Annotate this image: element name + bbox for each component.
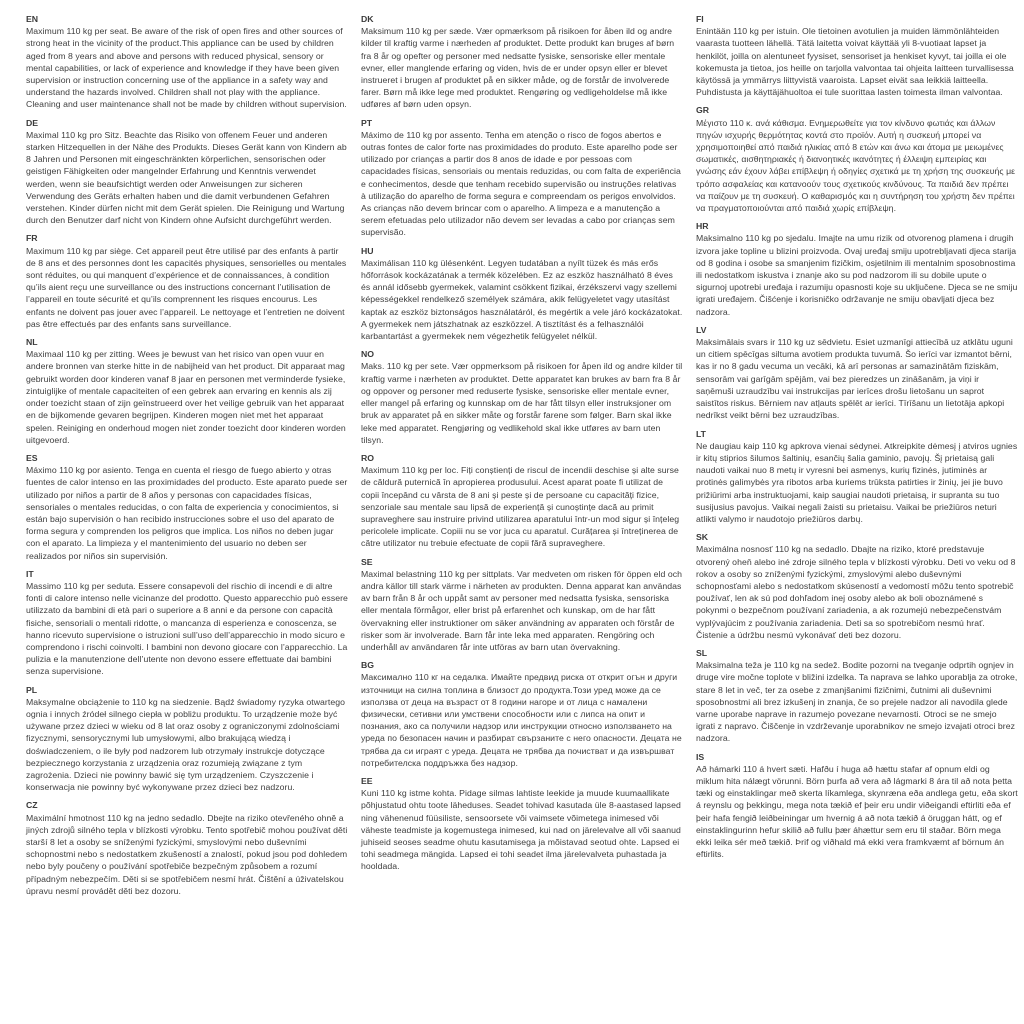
section-hr (696, 220, 1018, 318)
instruction-text-sk: Maximálna nosnosť 110 kg na sedadlo. Dbajte na riziko, ktoré predstavuje otvorený oheň alebo iné zdroje silného tepla v blízkosti výrobku. Deti vo veku od 8 rokov a osoby so zníženými fyzickými, zmyslovými alebo duševnými schopnosťami alebo s nedostatkom skúseností a vedomostí môžu tento spotrebič používať, len ak sú pod dohľadom inej osoby alebo ak boli oboznámené s pokynmi o bezpečnom používaní zariadenia, a ak rozumejú nebezpečenstvám vyplývajúcim z používania zariadenia. Deti sa so spotrebičom nesmú hrať. Čistenie a údržbu nesmú vykonávať deti bez dozoru. (696, 544, 1016, 640)
instruction-text-se: Maximal belastning 110 kg per sittplats. Var medveten om risken för öppen eld och andra källor till stark värme i närheten av produkten. Denna apparat kan användas av barn från 8 år och uppåt samt av personer med nedsatta fysiska, sensoriska eller mentala förmågor, eller brist på erfarenhet och kunskap, om de har fått övervakning eller instruktioner om säker användning av apparaten och förstår de risker som är involverade. Barn får inte leka med apparaten. Rengöring och underhåll av användaren får inte utföras av barn utan övervakning. (361, 568, 682, 652)
language-code-ee: EE (361, 775, 373, 786)
instruction-text-de: Maximal 110 kg pro Sitz. Beachte das Risiko von offenem Feuer und anderen starken Hitzequellen in der Nähe des Produkts. Dieses Gerät kann von Kindern ab 8 Jahren und Personen mit eingeschränkten körperlichen, sensorischen oder geistigen Fähigkeiten oder mangelnder Erfahrung und Kenntnis verwendet werden, wenn sie beaufsichtigt werden oder Anweisungen zur sicheren Verwendung des Geräts erhalten haben und die damit verbundenen Gefahren verstehen. Kinder dürfen nicht mit dem Gerät spielen. Die Reinigung und Wartung durch den Benutzer darf nicht von Kindern ohne Aufsicht durchgeführt werden. (26, 129, 347, 226)
instruction-text-es: Máximo 110 kg por asiento. Tenga en cuenta el riesgo de fuego abierto y otras fuentes de calor intenso en las proximidades del producto. Este aparato puede ser utilizado por niños a partir de 8 años y personas con capacidades físicas, sensoriales o mentales reducidas, o con falta de experiencia y conocimientos, si están bajo supervisión o han recibido instrucciones sobre el uso del aparato de forma segura y comprenden los peligros que implica. Los niños no deben jugar con el aparato. La limpieza y el mantenimiento del usuario no deben ser realizados por niños sin supervisión. (26, 465, 348, 561)
section-se (361, 556, 683, 654)
language-code-bg: BG (361, 660, 375, 671)
instruction-text-fi: Enintään 110 kg per istuin. Ole tietoinen avotulien ja muiden lämmönlähteiden vaarasta tuotteen lähellä. Tätä laitetta voivat käyttää yli 8-vuotiaat lapset ja henkilöt, joilla on alentuneet fyysiset, sensoriset ja henkiset kyvyt, tai joilla ei ole kokemusta ja tietoa, jos heille on tarjolla valvontaa tai ohjeita laitteen turvallisessa käytössä ja ymmärrys liittyvistä vaaroista. Lapset eivät saa leikkiä laitteella. Puhdistusta ja käyttäjähuoltoa ei tule suorittaa lasten toimesta ilman valvontaa. (696, 26, 1014, 98)
column-2 (361, 13, 683, 903)
section-en (26, 13, 348, 111)
instruction-text-no: Maks. 110 kg per sete. Vær oppmerksom på risikoen for åpen ild og andre kilder til kraftig varme i nærheten av produktet. Dette apparatet kan brukes av barn fra 8 år og oppover og personer med reduserte fysiske, sensoriske eller mentale evner, eller mangel på erfaring og kunnskap om de har fått tilsyn eller instruksjoner om bruk av apparatet på en sikker måte og forstår farene som følger. Barn skal ikke leke med apparatet. Rengjøring og vedlikehold skal ikke utføres av barn uten tilsyn. (361, 361, 683, 445)
language-code-es: ES (26, 452, 38, 463)
section-sk (696, 531, 1018, 641)
language-code-lv: LV (696, 324, 707, 335)
instruction-text-lt: Ne daugiau kaip 110 kg apkrova vienai sėdynei. Atkreipkite dėmesį į atviros ugnies ir kitų stiprios šilumos šaltinių, esančių šalia gaminio, pavojų. Šį prietaisą gali naudoti vaikai nuo 8 metų ir vyresni bei asmenys, kurių fizinės, jutiminės ar protinės galimybės yra ribotos arba kuriems trūksta patirties ir žinių, jei jie buvo prižiūrimi arba instruktuojami, kaip saugiai naudoti prietaisą, ir supranta su tuo susijusius pavojus. Vaikai negali žaisti su prietaisu. Vaikai be priežiūros neturi atlikti valymo ir naudotojo priežiūros darbų. (696, 440, 1018, 524)
section-no (361, 348, 683, 446)
language-code-it: IT (26, 568, 34, 579)
language-code-nl: NL (26, 337, 38, 348)
instruction-text-en: Maximum 110 kg per seat. Be aware of the risk of open fires and other sources of strong heat in the vicinity of the product.This appliance can be used by children aged from 8 years and above and persons with reduced physical, sensory or mental capabilities, or lack of experience and knowledge if they have been given supervision or instruction concerning use of the appliance in a safety way and understand the hazards involved. Children shall not play with the appliance. Cleaning and user maintenance shall not be made by children without supervision. (26, 26, 347, 110)
instruction-text-sl: Maksimalna teža je 110 kg na sedež. Bodite pozorni na tveganje odprtih ognjev in druge vire močne toplote v bližini izdelka. Ta naprava se lahko uporablja za otroke, stare 8 let in več, ter za osebe z zmanjšanimi fizičnimi, čutnimi ali duševnimi sposobnostmi ali brez izkušenj in znanja, če so prejele nadzor ali navodila glede varne uporabe naprave in razumejo povezane nevarnosti. Otroci se ne smejo igrati z napravo. Čiščenje in vzdrževanje uporabnikov ne smejo izvajati otroci brez nadzora. (696, 660, 1018, 744)
instruction-text-hu: Maximálisan 110 kg ülésenként. Legyen tudatában a nyílt tüzek és más erős hőforrások kockázatának a termék közelében. Ez az eszköz használható 8 éves és annál idősebb gyermekek, valamint csökkent fizikai, érzékszervi vagy szellemi képességekkel rendelkező személyek számára, akik felügyeletet vagy utasítást kaptak az eszköz biztonságos használatáról, és megértik a vele járó kockázatokat. A gyermekek nem játszhatnak az eszközzel. A tisztítást és a felhasználói karbantartást a gyermekek nem végezhetik felügyelet nélkül. (361, 257, 683, 342)
language-code-dk: DK (361, 14, 374, 24)
language-code-sk: SK (696, 532, 709, 543)
instruction-text-bg: Максимално 110 кг на седалка. Имайте предвид риска от открит огън и други източници на силна топлина в близост до продукта.Този уред може да се използва от деца на възраст от 8 години нагоре и от лица с намалени физически, сетивни или умствени способности или с липса на опит и познания, ако са получили надзор или инструкции относно използването на уреда по безопасен начин и разбират свързаните с него опасности. Децата не трябва да си играят с уреда. Децата не трябва да почистват и да извършват потребителска поддръжка без надзор. (361, 672, 682, 768)
instruction-text-gr: Μέγιστο 110 κ. ανά κάθισμα. Ενημερωθείτε για τον κίνδυνο φωτιάς και άλλων πηγών ισχυρής θερμότητας κοντά στο προϊόν. Αυτή η συσκευή μπορεί να χρησιμοποιηθεί από παιδιά ηλικίας από 8 ετών και άνω και άτομα με μειωμένες σωματικές, αισθητηριακές ή διανοητικές ικανότητες ή έλλειψη εμπειρίας και γνώσης εάν έχουν λάβει επίβλεψη ή οδηγίες σχετικά με τη χρήση της συσκευής με τρόπο ασφαλείας και κατανοούν τους σχετικούς κινδύνους. Τα παιδιά δεν πρέπει να παίζουν με τη συσκευή. Ο καθαρισμός και η συντήρηση του χρήστη δεν πρέπει να πραγματοποιούνται από παιδιά χωρίς επίβλεψη. (696, 117, 1016, 214)
instruction-text-cz: Maximální hmotnost 110 kg na jedno sedadlo. Dbejte na riziko otevřeného ohně a jiných zdrojů silného tepla v blízkosti výrobku. Tento spotřebič mohou používat děti starší 8 let a osoby se sníženými fyzickými, smyslovými nebo duševními schopnostmi nebo s nedostatkem zkušeností a znalostí, pokud jsou pod dohledem nebo byly poučeny o používání spotřebiče bezpečným způsobem a rozumí případným nebezpečím. Děti si se spotřebičem nesmí hrát. Čištění a úživatelskou úpravu nesmí provádět děti bez dozoru. (26, 812, 348, 896)
section-pt (361, 117, 683, 239)
language-code-sl: SL (696, 647, 708, 658)
language-code-fr: FR (26, 233, 38, 244)
instruction-text-ee: Kuni 110 kg istme kohta. Pidage silmas lahtiste leekide ja muude kuumaallikate põhjustatud ohtu toote läheduses. Seadet tohivad kasutada üle 8-aastased lapsed ning vähenenud füüsiliste, sensoorsete või vaimsete võimetega inimesed või väheste teadmiste ja kogemustega inimesed, kui nad on järelevalve all või saanud juhiseid seoses seadme ohutu kasutamisega ja mõistavad seotud ohte. Lapsed ei tohi seadmega mängida. Lapsed ei tohi seadet ilma järelevalveta puhastada ja hooldada. (361, 788, 681, 872)
section-lv (696, 324, 1018, 422)
language-code-lt: LT (696, 428, 706, 439)
language-code-is: IS (696, 751, 705, 762)
language-code-ro: RO (361, 452, 375, 463)
section-dk (361, 13, 683, 111)
language-code-gr: GR (696, 105, 710, 116)
section-ee (361, 775, 683, 873)
instruction-text-pl: Maksymalne obciążenie to 110 kg na siedzenie. Bądź świadomy ryzyka otwartego ognia i innych źródeł silnego ciepła w pobliżu produktu. To urządzenie może być używane przez dzieci w wieku od 8 lat oraz osoby z ograniczonymi zdolnościami fizycznymi, sensorycznymi lub umysłowymi, albo brakującą wiedzą i doświadczeniem, o ile były pod nadzorem lub otrzymały instrukcje dotyczące bezpiecznego korzystania z urządzenia oraz rozumieją związane z tym zagrożenia. Dzieci nie powinny bawić się tym urządzeniem. Czyszczenie i konserwacja nie powinny być wykonywane przez dzieci bez nadzoru. (26, 696, 345, 793)
instruction-text-ro: Maximum 110 kg per loc. Fiți conștienți de riscul de incendii deschise și alte surse de căldură puternică în apropierea produsului. Acest aparat poate fi utilizat de copii începând cu vârsta de 8 ani și peste și de persoane cu capacități fizice, senzoriale sau mentale sau lipsă de experiență și cunoștințe dacă au primit supraveghere sau instruire privind utilizarea aparatului într-un mod sigur și înțeleg pericolele implicate. Copiii nu se vor juca cu aparatul. Curățarea și întreținerea de către utilizator nu trebuie efectuate de copii fără supraveghere. (361, 465, 680, 549)
section-ro (361, 452, 683, 550)
section-hu (361, 245, 683, 343)
instruction-text-hr: Maksimalno 110 kg po sjedalu. Imajte na umu rizik od otvorenog plamena i drugih izvora jake topline u blizini proizvoda. Ovaj uređaj smiju upotrebljavati djeca starija od 8 godina i osobe sa smanjenim fizičkim, osjetilnim ili mentalnim sposobnostima ili nedostatkom iskustva i znanje ako su pod nadzorom ili su dobile upute o sigurnoj upotrebi uređaja i razumiju opasnosti koje su uključene. Djeca se ne smiju igrati uređajem. Čišćenje i korisničko održavanje ne smiju obavljati djeca bez nadzora. (696, 233, 1018, 317)
language-code-pt: PT (361, 117, 373, 128)
section-es (26, 452, 348, 562)
instruction-text-dk: Maksimum 110 kg per sæde. Vær opmærksom på risikoen for åben ild og andre kilder til kraftig varme i nærheden af produktet. Dette produkt kan bruges af børn fra 8 år og opefter og personer med nedsatte fysiske, sensoriske eller mentale evner, eller manglende erfaring og viden, hvis de er under opsyn eller er blevet instrueret i brugen af produktet på en sikker måde, og de forstår de involverede farer. Børn må ikke lege med produktet. Rengøring og vedligeholdelse må ikke udføres af børn uden opsyn. (361, 26, 675, 110)
language-code-se: SE (361, 556, 373, 567)
language-code-fi: FI (696, 14, 704, 24)
instruction-text-nl: Maximaal 110 kg per zitting. Wees je bewust van het risico van open vuur en andere bronnen van sterke hitte in de nabijheid van het product. Dit apparaat mag gebruikt worden door kinderen vanaf 8 jaar en personen met verminderde fysieke, zintuiglijke of mentale capaciteiten of een gebrek aan ervaring en kennis als zij onder toezicht staan of zijn geïnstrueerd over het veilige gebruik van het apparaat en de bijkomende gevaren begrijpen. Kinderen mogen niet met het apparaat spelen. Reiniging en onderhoud mogen niet zonder toezicht door kinderen worden uitgevoerd. (26, 349, 346, 445)
language-code-hr: HR (696, 221, 709, 232)
language-code-pl: PL (26, 684, 38, 695)
section-fi (696, 13, 1018, 98)
section-de (26, 117, 348, 227)
section-it (26, 568, 348, 678)
column-1 (26, 13, 348, 903)
section-fr (26, 232, 348, 330)
instruction-text-lv: Maksimālais svars ir 110 kg uz sēdvietu. Esiet uzmanīgi attiecībā uz atklātu uguni un citiem spēcīgas siltuma avotiem produkta tuvumā. Šo ierīci var izmantot bērni, kas ir no 8 gadu vecuma un vecāki, kā arī personas ar samazinātām fiziskām, sensorām vai garīgām spējām, vai bez pieredzes un zināšanām, ja viņi ir saņēmuši uzraudzību vai instrukcijas par ierīces drošu lietošanu un saprot saistītos riskus. Bērniem nav atļauts spēlēt ar ierīci. Tīrīšanu un lietotāja apkopi nedrīkst veikt bērni bez uzraudzības. (696, 337, 1013, 421)
language-code-de: DE (26, 117, 39, 128)
section-lt (696, 428, 1018, 526)
language-code-hu: HU (361, 245, 374, 256)
instruction-text-fr: Maximum 110 kg par siège. Cet appareil peut être utilisé par des enfants à partir de 8 ans et des personnes dont les capacités physiques, sensorielles ou mentales sont réduites, ou qui manquent d’expérience et de connaissances, à condition qu’ils aient reçu une surveillance ou des instructions concernant l’utilisation de l’appareil en toute sécurité et qu’ils comprennent les risques encourus. Les enfants ne doivent pas jouer avec l’appareil. Le nettoyage et l’entretien ne doivent pas être effectués par des enfants sans surveillance. (26, 245, 347, 329)
instruction-text-pt: Máximo de 110 kg por assento. Tenha em atenção o risco de fogos abertos e outras fontes de calor forte nas proximidades do produto. Este aparelho pode ser utilizado por crianças a partir dos 8 anos de idade e por pessoas com capacidades físicas, sensoriais ou mentais reduzidas, ou com falta de experiência e conhecimentos, desde que tenham recebido supervisão ou instruções relativas à utilização do aparelho de forma segura e compreendam os perigos envolvidos. As crianças não devem brincar com o aparelho. A limpeza e a manutenção a serem efetuadas pelo utilizador não devem ser levadas a cabo por crianças sem supervisão. (361, 129, 681, 238)
section-cz (26, 799, 348, 897)
section-is (696, 751, 1018, 861)
language-code-en: EN (26, 14, 39, 24)
section-gr (696, 104, 1018, 214)
instruction-text-it: Massimo 110 kg per seduta. Essere consapevoli del rischio di incendi e di altre fonti di calore intenso nelle vicinanze del prodotto. Questo apparecchio può essere utilizzato da bambini di età pari o superiore a 8 anni e da persone con capacità fisiche, sensoriali o mentali ridotte, o mancanza di esperienza e conoscenza, se hanno ricevuto supervisione o istruzioni sull’uso dell’apparecchio in modo sicuro e comprendono i rischi coinvolti. I bambini non devono giocare con l’apparecchio. La pulizia e la manutenzione dell’utente non devono essere effettuate dai bambini senza supervisione. (26, 580, 348, 677)
section-bg (361, 659, 683, 769)
instruction-text-is: Að hámarki 110 á hvert sæti. Hafðu í huga að hættu stafar af opnum eldi og miklum hita nálægt vörunni. Börn þurfa að vera að lágmarki 8 ára til að nota þetta tæki og einstaklingar með skerta líkamlega, skynræna eða andlega getu, eða skort á reynslu og þekkingu, mega nota tækið ef þeir eru undir viðeigandi eftirliti eða ef þeir hafa fengið leiðbeiningar um hvernig á að nota tækið á öruggan hátt, og ef einstaklingurinn hefur skilið að fullu þær áhættur sem eru til staðar. Börn mega ekki leika sér með tækið. Þrif og viðhald má ekki vera framkvæmt af börnum án eftirlits. (696, 763, 1018, 860)
section-nl (26, 336, 348, 446)
language-code-no: NO (361, 349, 375, 360)
language-code-cz: CZ (26, 800, 38, 811)
section-pl (26, 684, 348, 794)
column-3 (696, 13, 1018, 903)
section-sl (696, 647, 1018, 745)
